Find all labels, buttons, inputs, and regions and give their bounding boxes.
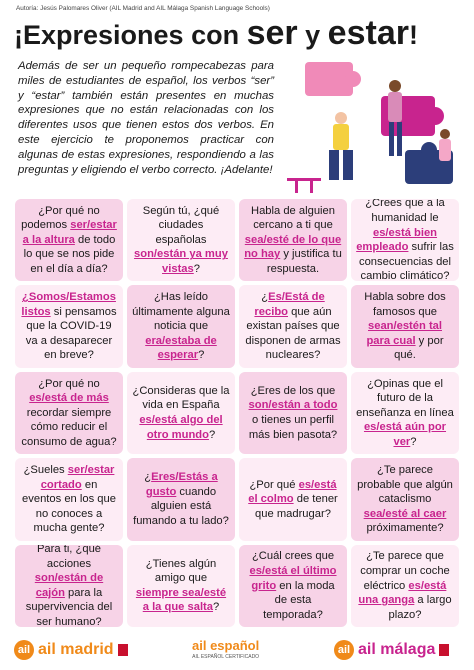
question-text bbox=[244, 384, 342, 442]
question-fragment: de todo lo que se nos pide en el día a día? bbox=[23, 233, 116, 276]
question-fragment: ¿Tienes algún amigo que bbox=[145, 557, 217, 585]
question-fragment: ¿Eres de los que bbox=[250, 384, 336, 397]
verb-choice: es/está el colmo bbox=[248, 478, 337, 506]
question-fragment: ¿ bbox=[261, 291, 269, 304]
question-fragment: Para ti, ¿qué acciones bbox=[36, 544, 102, 570]
question-fragment: de tener que madrugar? bbox=[255, 493, 338, 520]
question-fragment: ¿Cuál crees que bbox=[251, 550, 335, 563]
question-card bbox=[15, 372, 123, 454]
question-fragment: próximamente? bbox=[366, 522, 444, 535]
question-fragment: recordar siempre cómo reducir el consumo de agua? bbox=[21, 406, 117, 448]
question-fragment: o tienes un perfil más bien pasota? bbox=[248, 413, 338, 441]
question-fragment: ¿Por qué no podemos bbox=[21, 204, 100, 232]
question-text bbox=[356, 199, 454, 281]
question-fragment: Habla sobre dos famosos que bbox=[364, 291, 446, 318]
author-line: Autoría: Jesús Palomares Oliver (AIL Madrid and AIL Málaga Spanish Language Schools) bbox=[16, 5, 270, 12]
logo-ail-malaga-text: ail málaga bbox=[358, 641, 436, 658]
question-text bbox=[244, 290, 342, 363]
question-card bbox=[127, 458, 235, 540]
question-fragment: ? bbox=[193, 263, 200, 276]
verb-choice: era/estaba de esperar bbox=[145, 334, 217, 362]
question-card bbox=[239, 199, 347, 281]
verb-choice: sea/esté de lo que no hay bbox=[244, 233, 342, 261]
verb-choice: sean/estén tal para cual bbox=[366, 320, 442, 347]
title-start: ¡Expresiones con bbox=[14, 20, 247, 50]
question-fragment: Habla de alguien cercano a ti que bbox=[251, 204, 335, 232]
page-title bbox=[14, 14, 418, 52]
question-fragment: ¿Por qué no bbox=[38, 377, 100, 390]
intro-paragraph: Además de ser un pequeño rompecabezas para miles de estudiantes de español, los verbos “ser” y “estar” también están presentes en muchas expresiones que no están relacionadas con los diferentes usos que tienen estos dos verbos. En este ejercicio te proponemos practicar con algunas de estas expresiones, respondiendo a las preguntas y eligiendo el verbo correcto. ¡Adelante! bbox=[18, 60, 274, 176]
verb-choice: Es/Está de recibo bbox=[254, 291, 325, 318]
question-fragment: a largo plazo? bbox=[388, 594, 452, 621]
question-fragment: Según tú, ¿qué ciudades españolas bbox=[142, 204, 220, 246]
verb-choice: es/está el último grito bbox=[249, 564, 337, 592]
question-fragment: ¿Consideras que la vida en España bbox=[132, 384, 230, 412]
question-card bbox=[351, 285, 459, 367]
verb-choice: Eres/Estás a gusto bbox=[145, 471, 218, 498]
title-y: y bbox=[297, 20, 328, 50]
question-card bbox=[15, 285, 123, 367]
question-card bbox=[15, 199, 123, 281]
title-ser: ser bbox=[246, 14, 298, 52]
question-card bbox=[239, 285, 347, 367]
spanish-institute-icon bbox=[439, 644, 449, 656]
verb-choice: sea/esté al caer bbox=[363, 507, 447, 520]
puzzle-illustration bbox=[285, 60, 465, 196]
logo-ail-espanol[interactable] bbox=[192, 638, 259, 660]
question-fragment: y por qué. bbox=[394, 334, 444, 362]
verb-choice: ser/estar a la altura bbox=[22, 219, 117, 246]
verb-choice: son/están de cajón bbox=[34, 572, 104, 599]
ail-madrid-badge-icon: ail bbox=[14, 640, 34, 660]
question-card bbox=[239, 458, 347, 540]
question-fragment: que aún existan países que disponen de armas nucleares? bbox=[245, 305, 341, 362]
question-text bbox=[244, 549, 342, 622]
question-card bbox=[127, 285, 235, 367]
question-text bbox=[20, 290, 118, 363]
question-fragment: ¿Opinas que el futuro de la enseñanza en línea bbox=[356, 377, 454, 419]
logo-ail-madrid[interactable] bbox=[14, 640, 128, 660]
question-text bbox=[356, 377, 454, 450]
question-text bbox=[132, 384, 230, 442]
question-card bbox=[15, 458, 123, 540]
question-text bbox=[20, 545, 118, 627]
question-fragment: si pensamos que la COVID-19 va a desaparecer en breve? bbox=[25, 305, 117, 362]
question-card bbox=[127, 372, 235, 454]
question-fragment: ? bbox=[213, 601, 220, 614]
question-fragment: para la supervivencia del ser humano? bbox=[25, 586, 113, 627]
verb-choice: siempre sea/esté a la que salta bbox=[135, 586, 227, 614]
question-fragment: en eventos en los que no conoces a mucha gente? bbox=[22, 478, 116, 535]
question-fragment: cuando alguien está fumando a tu lado? bbox=[133, 485, 229, 527]
verb-choice: ser/estar cortado bbox=[40, 463, 115, 491]
question-text bbox=[356, 549, 454, 622]
verb-choice: son/están ya muy vistas bbox=[134, 248, 228, 276]
question-card bbox=[239, 372, 347, 454]
question-fragment: ¿Te parece que comprar un coche eléctrico bbox=[360, 550, 450, 592]
question-fragment: en la moda de esta temporada? bbox=[263, 579, 335, 621]
question-fragment: ¿Crees que a la humanidad le bbox=[365, 199, 445, 225]
logo-ail-espanol-subtitle: AIL ESPAÑOL CERTIFICADO bbox=[192, 654, 260, 660]
question-text bbox=[356, 463, 454, 536]
question-text bbox=[132, 290, 230, 363]
question-fragment: ¿Has leído últimamente alguna noticia que bbox=[132, 291, 230, 333]
spanish-institute-icon bbox=[118, 644, 128, 656]
question-text bbox=[244, 204, 342, 277]
logo-ail-espanol-text: ail español bbox=[192, 638, 260, 653]
question-fragment: y justifica tu respuesta. bbox=[266, 248, 342, 276]
verb-choice: es/está de más bbox=[29, 392, 109, 405]
question-text bbox=[356, 290, 454, 363]
verb-choice: ¿Somos/Estamos listos bbox=[21, 291, 116, 318]
question-fragment: ? bbox=[208, 428, 216, 441]
question-card bbox=[127, 545, 235, 627]
question-fragment: sufrir las consecuencias del cambio climático? bbox=[358, 241, 454, 282]
question-text bbox=[132, 470, 230, 528]
question-text bbox=[132, 204, 230, 277]
question-fragment: ? bbox=[198, 349, 205, 362]
verb-choice: es/está una ganga bbox=[358, 579, 447, 607]
question-card bbox=[351, 199, 459, 281]
verb-choice: son/están a todo bbox=[248, 399, 338, 412]
question-fragment: ¿Te parece probable que algún cataclismo bbox=[357, 463, 453, 506]
question-fragment: ¿Por qué bbox=[249, 478, 299, 491]
title-estar: estar bbox=[327, 14, 409, 52]
question-fragment: ? bbox=[410, 435, 417, 448]
verb-choice: es/está aún por ver bbox=[363, 421, 447, 448]
logo-ail-malaga[interactable] bbox=[334, 640, 449, 660]
title-end: ! bbox=[408, 20, 418, 50]
question-card bbox=[351, 545, 459, 627]
footer bbox=[0, 632, 474, 670]
expressions-grid bbox=[15, 199, 459, 627]
question-text bbox=[132, 557, 230, 615]
question-card bbox=[127, 199, 235, 281]
question-text bbox=[20, 377, 118, 450]
question-fragment: ¿ bbox=[144, 471, 152, 484]
verb-choice: es/está bien empleado bbox=[356, 226, 438, 254]
question-card bbox=[15, 545, 123, 627]
logo-ail-madrid-text: ail madrid bbox=[38, 641, 114, 658]
verb-choice: es/está algo del otro mundo bbox=[139, 413, 223, 441]
question-text bbox=[20, 463, 118, 536]
question-fragment: ¿Sueles bbox=[23, 463, 68, 476]
question-text bbox=[244, 478, 342, 522]
question-card bbox=[351, 458, 459, 540]
question-card bbox=[239, 545, 347, 627]
question-card bbox=[351, 372, 459, 454]
question-text bbox=[20, 204, 118, 277]
ail-malaga-badge-icon: ail bbox=[334, 640, 354, 660]
